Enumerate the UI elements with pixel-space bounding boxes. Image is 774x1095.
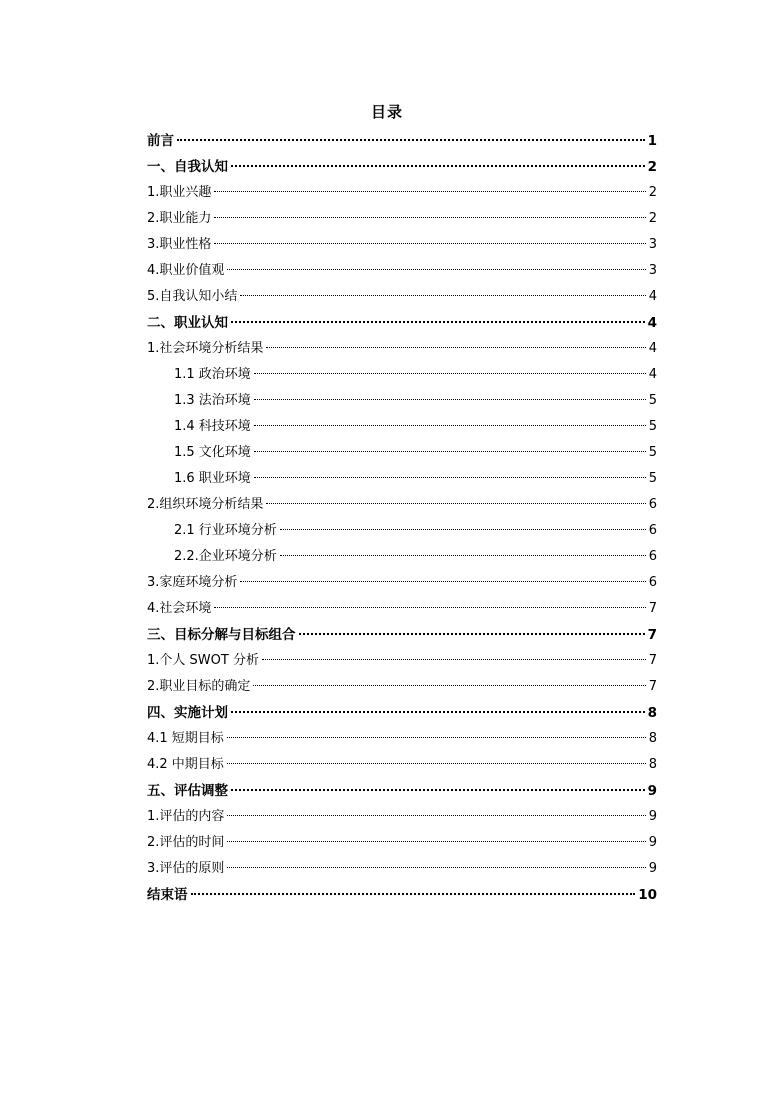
toc-entry-page-number: 2 — [647, 159, 657, 175]
toc-entry-page-number: 2 — [648, 185, 657, 200]
dot-leader — [177, 139, 645, 141]
toc-entry-page-number: 6 — [648, 523, 657, 538]
toc-entry-title: 2.组织环境分析结果 — [147, 497, 264, 512]
toc-entry-page-number: 9 — [647, 783, 657, 799]
dot-leader — [231, 165, 645, 167]
toc-entry-title: 前言 — [147, 133, 174, 149]
page-title: 目录 — [370, 103, 403, 121]
dot-leader — [231, 321, 645, 323]
toc-entry-title: 5.自我认知小结 — [147, 289, 238, 304]
toc-entry[interactable] — [147, 440, 657, 466]
toc-entry[interactable] — [147, 206, 657, 232]
dot-leader — [214, 191, 645, 192]
toc-entry-title: 1.职业兴趣 — [147, 185, 212, 200]
dot-leader — [240, 295, 645, 296]
toc-entry[interactable] — [147, 466, 657, 492]
toc-entry-title: 3.职业性格 — [147, 237, 212, 252]
toc-entry-title: 1.4 科技环境 — [174, 419, 251, 434]
toc-entry-title: 1.个人 SWOT 分析 — [147, 653, 259, 668]
toc-entry-title: 4.社会环境 — [147, 601, 212, 616]
toc-entry-page-number: 5 — [648, 393, 657, 408]
toc-entry[interactable] — [147, 518, 657, 544]
toc-entry-page-number: 4 — [648, 289, 657, 304]
dot-leader — [254, 425, 646, 426]
dot-leader — [227, 763, 646, 764]
toc-entry-page-number: 4 — [647, 315, 657, 331]
toc-entry[interactable] — [147, 830, 657, 856]
toc-entry-page-number: 4 — [648, 367, 657, 382]
toc-entry[interactable] — [147, 544, 657, 570]
toc-entry-page-number: 2 — [648, 211, 657, 226]
toc-entry-title: 一、自我认知 — [147, 159, 228, 175]
toc-entry-title: 1.5 文化环境 — [174, 445, 251, 460]
toc-entry[interactable] — [147, 804, 657, 830]
toc-entry-title: 4.职业价值观 — [147, 263, 225, 278]
dot-leader — [253, 685, 645, 686]
dot-leader — [227, 815, 645, 816]
toc-entry[interactable] — [147, 882, 657, 908]
toc-entry[interactable] — [147, 336, 657, 362]
toc-entry-title: 1.评估的内容 — [147, 809, 225, 824]
dot-leader — [214, 243, 645, 244]
toc-entry[interactable] — [147, 414, 657, 440]
toc-entry-page-number: 7 — [648, 653, 657, 668]
dot-leader — [214, 607, 645, 608]
toc-entry[interactable] — [147, 674, 657, 700]
toc-entry-page-number: 7 — [648, 679, 657, 694]
toc-entry[interactable] — [147, 596, 657, 622]
toc-entry-page-number: 6 — [648, 549, 657, 564]
toc-entry-page-number: 7 — [648, 601, 657, 616]
dot-leader — [262, 659, 646, 660]
toc-entry[interactable] — [147, 856, 657, 882]
dot-leader — [254, 399, 646, 400]
dot-leader — [214, 217, 645, 218]
toc-entry-title: 4.1 短期目标 — [147, 731, 224, 746]
toc-entry[interactable] — [147, 778, 657, 804]
toc-entry-page-number: 4 — [648, 341, 657, 356]
dot-leader — [254, 373, 646, 374]
toc-entry-title: 结束语 — [147, 887, 188, 903]
toc-entry[interactable] — [147, 752, 657, 778]
toc-entry-page-number: 1 — [647, 133, 657, 149]
toc-entry-title: 1.1 政治环境 — [174, 367, 251, 382]
toc-entry-title: 三、目标分解与目标组合 — [147, 627, 296, 643]
toc-entry-page-number: 9 — [648, 835, 657, 850]
toc-entry-page-number: 10 — [638, 887, 657, 903]
dot-leader — [231, 711, 645, 713]
toc-entry-title: 二、职业认知 — [147, 315, 228, 331]
toc-entry-title: 1.3 法治环境 — [174, 393, 251, 408]
dot-leader — [227, 269, 645, 270]
toc-entry-page-number: 9 — [648, 809, 657, 824]
toc-entry[interactable] — [147, 388, 657, 414]
toc-entry-title: 3.评估的原则 — [147, 861, 225, 876]
toc-entry-page-number: 8 — [647, 705, 657, 721]
toc-entry-title: 四、实施计划 — [147, 705, 228, 721]
toc-entry-page-number: 8 — [648, 757, 657, 772]
dot-leader — [280, 555, 646, 556]
dot-leader — [266, 503, 645, 504]
toc-entry-page-number: 8 — [648, 731, 657, 746]
toc-entry[interactable] — [147, 284, 657, 310]
toc-entry[interactable] — [147, 492, 657, 518]
dot-leader — [227, 867, 645, 868]
toc-entry[interactable] — [147, 128, 657, 154]
toc-entry[interactable] — [147, 258, 657, 284]
toc-entry[interactable] — [147, 362, 657, 388]
toc-entry-page-number: 5 — [648, 419, 657, 434]
toc-entry-title: 五、评估调整 — [147, 783, 228, 799]
toc-entry-title: 2.职业能力 — [147, 211, 212, 226]
toc-entry-page-number: 5 — [648, 471, 657, 486]
toc-entry-page-number: 3 — [648, 263, 657, 278]
toc-entry-page-number: 7 — [647, 627, 657, 643]
toc-entry-page-number: 6 — [648, 575, 657, 590]
toc-entry-title: 2.2.企业环境分析 — [174, 549, 277, 564]
toc-entry-page-number: 9 — [648, 861, 657, 876]
dot-leader — [254, 477, 646, 478]
toc-entry[interactable] — [147, 726, 657, 752]
dot-leader — [280, 529, 646, 530]
toc-entry-title: 4.2 中期目标 — [147, 757, 224, 772]
toc-entry-page-number: 3 — [648, 237, 657, 252]
toc-entry-title: 3.家庭环境分析 — [147, 575, 238, 590]
dot-leader — [266, 347, 645, 348]
toc-entry-title: 2.1 行业环境分析 — [174, 523, 277, 538]
dot-leader — [227, 737, 646, 738]
dot-leader — [240, 581, 645, 582]
toc-entry[interactable] — [147, 570, 657, 596]
toc-entry[interactable] — [147, 232, 657, 258]
toc-entry[interactable] — [147, 310, 657, 336]
dot-leader — [231, 789, 645, 791]
dot-leader — [254, 451, 646, 452]
toc-entry-title: 1.6 职业环境 — [174, 471, 251, 486]
toc-entry[interactable] — [147, 700, 657, 726]
toc-entry-title: 1.社会环境分析结果 — [147, 341, 264, 356]
toc-entry-page-number: 5 — [648, 445, 657, 460]
toc-entry-page-number: 6 — [648, 497, 657, 512]
toc-entry-title: 2.评估的时间 — [147, 835, 225, 850]
dot-leader — [227, 841, 645, 842]
dot-leader — [299, 633, 645, 635]
toc-entry[interactable] — [147, 180, 657, 206]
toc-entry-title: 2.职业目标的确定 — [147, 679, 251, 694]
table-of-contents — [147, 128, 657, 908]
dot-leader — [191, 893, 636, 895]
toc-entry[interactable] — [147, 648, 657, 674]
toc-entry[interactable] — [147, 154, 657, 180]
toc-entry[interactable] — [147, 622, 657, 648]
